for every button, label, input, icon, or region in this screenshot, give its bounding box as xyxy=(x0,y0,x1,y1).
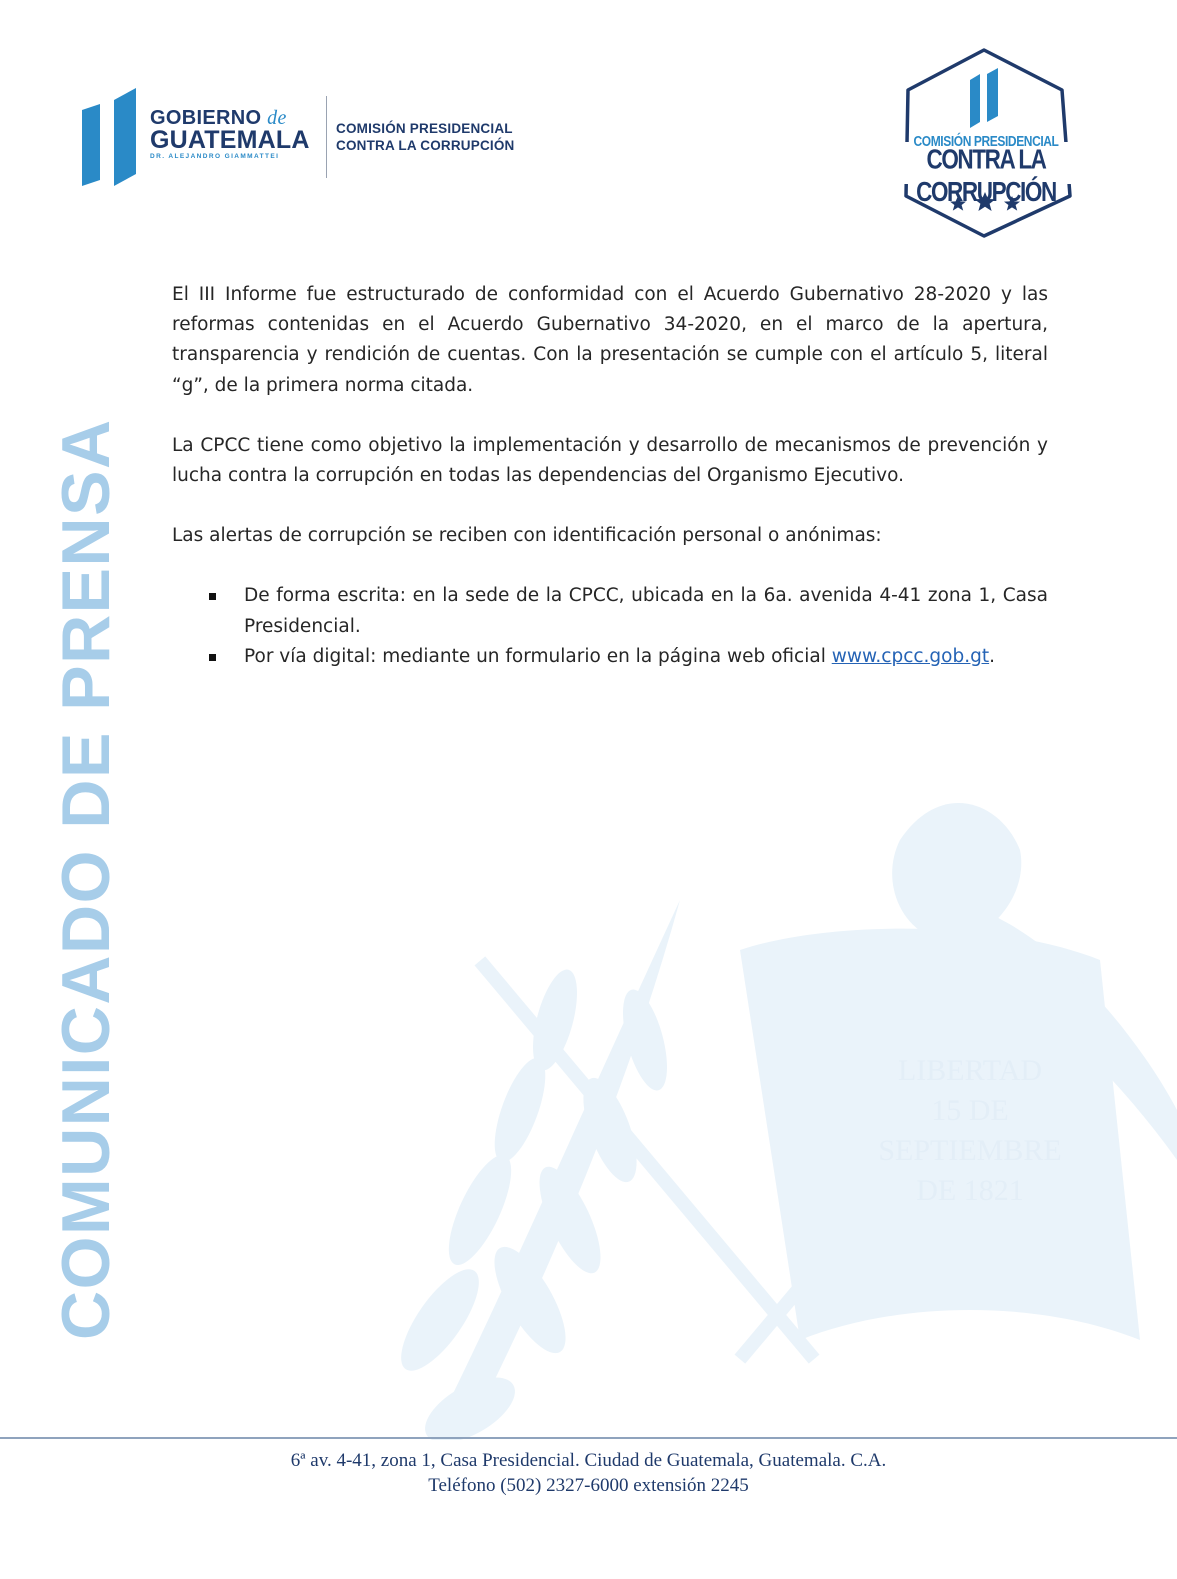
badge-line1: COMISIÓN PRESIDENCIAL xyxy=(913,132,1059,150)
bullet-1-text: De forma escrita: en la sede de la CPCC, ubicada en la 6a. avenida 4-41 zona 1, Casa Presidencial. xyxy=(244,585,1048,637)
gobierno-guatemala-logo xyxy=(82,88,542,198)
commission-name xyxy=(336,120,515,154)
side-title-comunicado: COMUNICADO DE PRENSA xyxy=(48,418,124,1340)
footer xyxy=(0,1448,1177,1498)
commission-line1: COMISIÓN PRESIDENCIAL xyxy=(336,121,513,136)
bullet-list xyxy=(172,581,1048,672)
commission-line2: CONTRA LA CORRUPCIÓN xyxy=(336,138,515,153)
watermark-line3: SEPTIEMBRE xyxy=(878,1134,1062,1167)
bullet-2-after: . xyxy=(989,645,996,667)
badge-line2: CONTRA LA CORRUPCIÓN xyxy=(916,143,1056,208)
paragraph-1: El III Informe fue estructurado de conformidad con el Acuerdo Gubernativo 28-2020 y las reformas contenidas en el Acuerdo Gubernativo 34-2020, en el marco de la apertura, transparencia y rendición de cuentas. Con la presentación se cumple con el artículo 5, literal “g”, de la primera norma citada. xyxy=(172,284,1048,396)
footer-address: 6ª av. 4-41, zona 1, Casa Presidencial. Ciudad de Guatemala, Guatemala. C.A. xyxy=(290,1450,887,1471)
watermark-line4: DE 1821 xyxy=(916,1174,1024,1207)
bullet-2-text: Por vía digital: mediante un formulario en la página web oficial xyxy=(244,645,832,667)
cpcc-badge-logo xyxy=(884,46,1088,240)
flag-bars-icon xyxy=(82,88,142,188)
coat-of-arms-watermark xyxy=(380,780,1177,1440)
watermark-line1: LIBERTAD xyxy=(897,1054,1043,1087)
gov-logo-de: de xyxy=(267,107,287,129)
gov-logo-line2: GUATEMALA xyxy=(150,126,310,154)
list-item xyxy=(172,581,1048,641)
paragraph-2: La CPCC tiene como objetivo la implementación y desarrollo de mecanismos de prevención y lucha contra la corrupción en todas las dependencias del Organismo Ejecutivo. xyxy=(172,434,1048,487)
bullet-icon xyxy=(209,593,216,600)
bullet-icon xyxy=(209,654,216,661)
paragraph-3: Las alertas de corrupción se reciben con identificación personal o anónimas: xyxy=(172,525,882,547)
watermark-line2: 15 DE xyxy=(931,1094,1009,1127)
logo-divider xyxy=(326,96,327,178)
gov-logo-line1: GOBIERNO xyxy=(150,107,262,129)
list-item xyxy=(172,642,1048,672)
press-release-body xyxy=(172,280,1048,672)
footer-divider xyxy=(0,1437,1177,1439)
footer-phone: Teléfono (502) 2327-6000 extensión 2245 xyxy=(428,1475,749,1496)
gov-logo-line3: DR. ALEJANDRO GIAMMATTEI xyxy=(150,153,280,160)
cpcc-website-link[interactable]: www.cpcc.gob.gt xyxy=(831,645,990,667)
